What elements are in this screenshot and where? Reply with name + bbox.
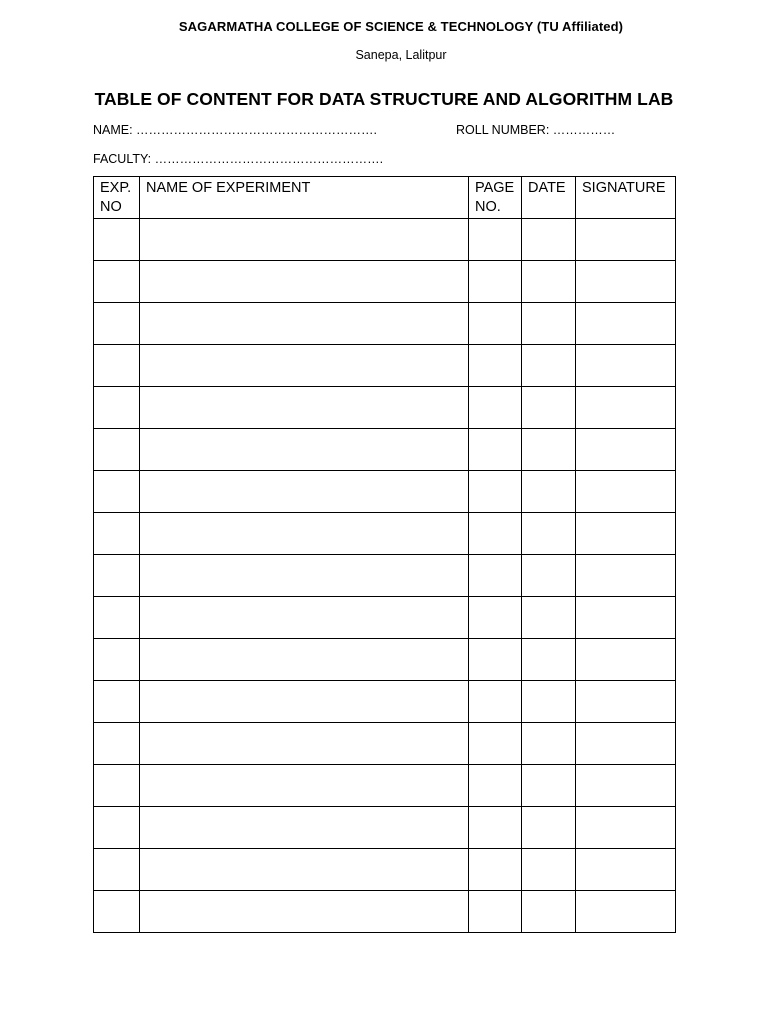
column-header-name-of-experiment: NAME OF EXPERIMENT (140, 177, 469, 219)
date-cell (522, 219, 576, 261)
date-cell (522, 387, 576, 429)
table-row (94, 765, 676, 807)
exp-no-cell (94, 807, 140, 849)
experiment-name-cell (140, 681, 469, 723)
table-row (94, 555, 676, 597)
table-row (94, 345, 676, 387)
exp-no-cell (94, 849, 140, 891)
exp-no-cell (94, 387, 140, 429)
table-row (94, 723, 676, 765)
signature-cell (576, 219, 676, 261)
table-row (94, 513, 676, 555)
table-of-contents (93, 176, 676, 933)
table-body (94, 219, 676, 933)
signature-cell (576, 345, 676, 387)
date-cell (522, 849, 576, 891)
signature-cell (576, 429, 676, 471)
college-name: SAGARMATHA COLLEGE OF SCIENCE & TECHNOLOGY (TU Affiliated) (178, 19, 624, 34)
experiment-name-cell (140, 639, 469, 681)
date-cell (522, 765, 576, 807)
table-row (94, 261, 676, 303)
page-no-cell (469, 681, 522, 723)
signature-cell (576, 681, 676, 723)
experiment-name-cell (140, 597, 469, 639)
college-location: Sanepa, Lalitpur (355, 48, 447, 62)
table-row (94, 429, 676, 471)
page-no-header-line1: PAGE (475, 180, 515, 196)
signature-cell (576, 723, 676, 765)
signature-cell (576, 807, 676, 849)
signature-cell (576, 303, 676, 345)
name-field: NAME: …………………………………………………. (93, 123, 378, 137)
exp-no-cell (94, 429, 140, 471)
table-row (94, 639, 676, 681)
experiment-name-cell (140, 471, 469, 513)
page-no-cell (469, 429, 522, 471)
page-no-cell (469, 555, 522, 597)
signature-cell (576, 261, 676, 303)
table-row (94, 891, 676, 933)
date-cell (522, 891, 576, 933)
exp-no-cell (94, 219, 140, 261)
column-header-exp-no (94, 177, 140, 219)
exp-no-cell (94, 303, 140, 345)
date-cell (522, 345, 576, 387)
table-row (94, 849, 676, 891)
date-cell (522, 471, 576, 513)
experiment-name-cell (140, 723, 469, 765)
table-row (94, 303, 676, 345)
page-title: TABLE OF CONTENT FOR DATA STRUCTURE AND ALGORITHM LAB (94, 89, 674, 109)
signature-cell (576, 891, 676, 933)
experiment-name-cell (140, 345, 469, 387)
table-row (94, 471, 676, 513)
date-cell (522, 555, 576, 597)
date-cell (522, 261, 576, 303)
page-no-cell (469, 723, 522, 765)
page-no-cell (469, 597, 522, 639)
faculty-field: FACULTY: ………………………………………………. (93, 152, 384, 166)
page-no-cell (469, 387, 522, 429)
date-cell (522, 723, 576, 765)
experiment-name-cell (140, 765, 469, 807)
experiment-name-cell (140, 303, 469, 345)
exp-no-cell (94, 555, 140, 597)
exp-no-header-line2: NO (100, 199, 122, 215)
column-header-date: DATE (522, 177, 576, 219)
exp-no-cell (94, 471, 140, 513)
experiment-name-cell (140, 429, 469, 471)
exp-no-header-line1: EXP. (100, 180, 132, 196)
exp-no-cell (94, 765, 140, 807)
experiment-name-cell (140, 261, 469, 303)
signature-cell (576, 513, 676, 555)
table-row (94, 387, 676, 429)
column-header-page-no (469, 177, 522, 219)
exp-no-cell (94, 513, 140, 555)
page-no-header-line2: NO. (475, 199, 501, 215)
experiment-name-cell (140, 891, 469, 933)
experiment-name-cell (140, 219, 469, 261)
date-cell (522, 639, 576, 681)
page-no-cell (469, 639, 522, 681)
page-no-cell (469, 765, 522, 807)
signature-cell (576, 765, 676, 807)
experiment-name-cell (140, 387, 469, 429)
date-cell (522, 513, 576, 555)
table-row (94, 219, 676, 261)
experiment-name-cell (140, 513, 469, 555)
exp-no-cell (94, 681, 140, 723)
experiment-name-cell (140, 807, 469, 849)
page-no-cell (469, 261, 522, 303)
date-cell (522, 429, 576, 471)
table-row (94, 597, 676, 639)
page-no-cell (469, 471, 522, 513)
roll-number-field: ROLL NUMBER: …………… (456, 123, 616, 137)
signature-cell (576, 555, 676, 597)
signature-cell (576, 849, 676, 891)
page-no-cell (469, 219, 522, 261)
exp-no-cell (94, 597, 140, 639)
experiment-name-cell (140, 555, 469, 597)
page-no-cell (469, 303, 522, 345)
table-header-row (94, 177, 676, 219)
table-row (94, 681, 676, 723)
column-header-signature: SIGNATURE (576, 177, 676, 219)
date-cell (522, 597, 576, 639)
page-no-cell (469, 891, 522, 933)
signature-cell (576, 387, 676, 429)
date-cell (522, 303, 576, 345)
page-no-cell (469, 849, 522, 891)
page-no-cell (469, 345, 522, 387)
signature-cell (576, 597, 676, 639)
exp-no-cell (94, 723, 140, 765)
table-row (94, 807, 676, 849)
exp-no-cell (94, 891, 140, 933)
exp-no-cell (94, 639, 140, 681)
date-cell (522, 807, 576, 849)
page-no-cell (469, 807, 522, 849)
page-no-cell (469, 513, 522, 555)
signature-cell (576, 471, 676, 513)
exp-no-cell (94, 345, 140, 387)
signature-cell (576, 639, 676, 681)
experiment-name-cell (140, 849, 469, 891)
date-cell (522, 681, 576, 723)
exp-no-cell (94, 261, 140, 303)
